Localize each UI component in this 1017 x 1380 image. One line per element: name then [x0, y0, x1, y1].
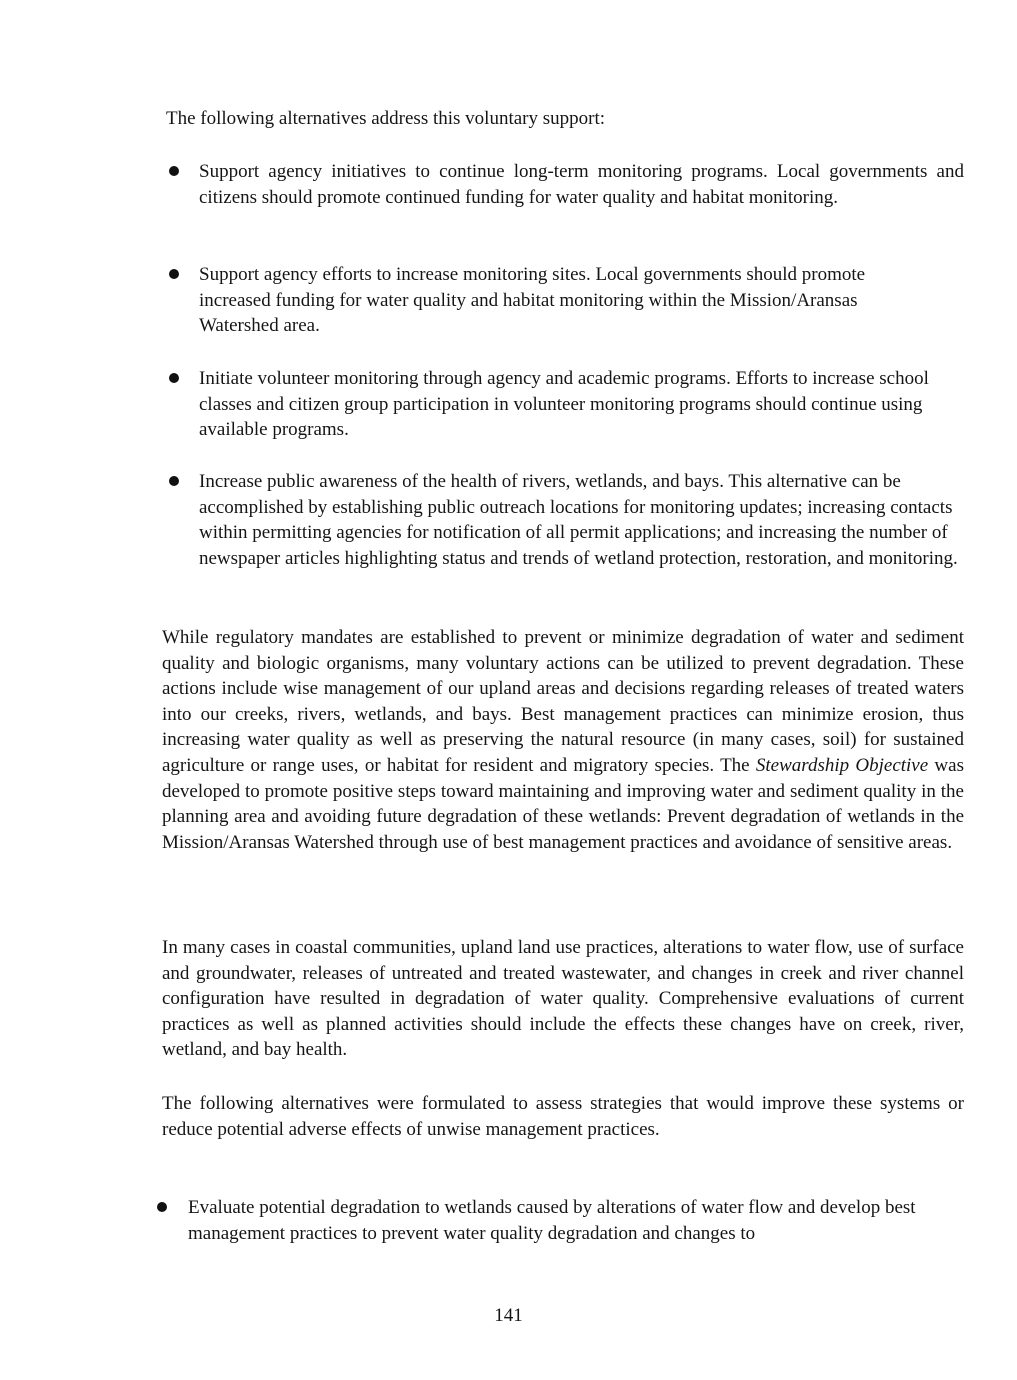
bullet-icon	[169, 373, 179, 383]
coastal-practices-paragraph: In many cases in coastal communities, upland land use practices, alterations to water flow, use of surface and groundwater, releases of untreated and treated wastewater, and changes in creek and river channel configuration have resulted in degradation of water quality. Comprehensive evaluations of current practices as well as planned activities should include the effects these changes have on creek, river, wetland, and bay health.	[162, 937, 964, 1061]
paragraph-text-tail: was developed to promote positive steps toward maintaining and improving water and sediment quality in the planning area and avoiding future degradation of these wetlands: Prevent degradation of wetlands in the Mission/Aransas Watershed through use of best management practices and avoidance of sensitive areas.	[162, 754, 964, 853]
bullet-icon	[157, 1202, 167, 1212]
alternatives-intro-paragraph: The following alternatives were formulated to assess strategies that would improve these systems or reduce potential adverse effects of unwise management practices.	[162, 1093, 964, 1140]
stewardship-paragraph	[162, 625, 964, 855]
stewardship-objective-term: Stewardship Objective	[755, 754, 929, 776]
intro-sentence: The following alternatives address this voluntary support:	[166, 108, 606, 129]
bullet-text: Increase public awareness of the health of rivers, wetlands, and bays. This alternative can be accomplished by establishing public outreach locations for monitoring updates; increasing contacts within permitting agencies for notification of all permit applications; and increasing the number of newspaper articles highlighting status and trends of wetland protection, restoration, and monitoring.	[199, 471, 958, 569]
page-number: 141	[494, 1305, 523, 1326]
bullet-text: Initiate volunteer monitoring through agency and academic programs. Efforts to increase school classes and citizen group participation in volunteer monitoring programs should continue using available programs.	[199, 368, 929, 441]
paragraph-text-lead: While regulatory mandates are established to prevent or minimize degradation of water and sediment quality and biologic organisms, many voluntary actions can be utilized to prevent degradation. These actions include wise management of our upland areas and decisions regarding releases of treated waters into our creeks, rivers, wetlands, and bays. Best management practices can minimize erosion, thus increasing water quality as well as preserving the natural resource (in many cases, soil) for sustained agriculture or range uses, or habitat for resident and migratory species. The	[162, 627, 964, 776]
bullet-icon	[169, 166, 179, 176]
bullet-text: Evaluate potential degradation to wetlands caused by alterations of water flow and develop best management practices to prevent water quality degradation and changes to	[188, 1197, 916, 1244]
bullet-icon	[169, 476, 179, 486]
bullet-text: Support agency initiatives to continue long-term monitoring programs. Local governments and citizens should promote continued funding for water quality and habitat monitoring.	[199, 161, 964, 208]
bullet-text: Support agency efforts to increase monitoring sites. Local governments should promote increased funding for water quality and habitat monitoring within the Mission/Aransas Watershed area.	[199, 264, 866, 337]
bullet-icon	[169, 269, 179, 279]
